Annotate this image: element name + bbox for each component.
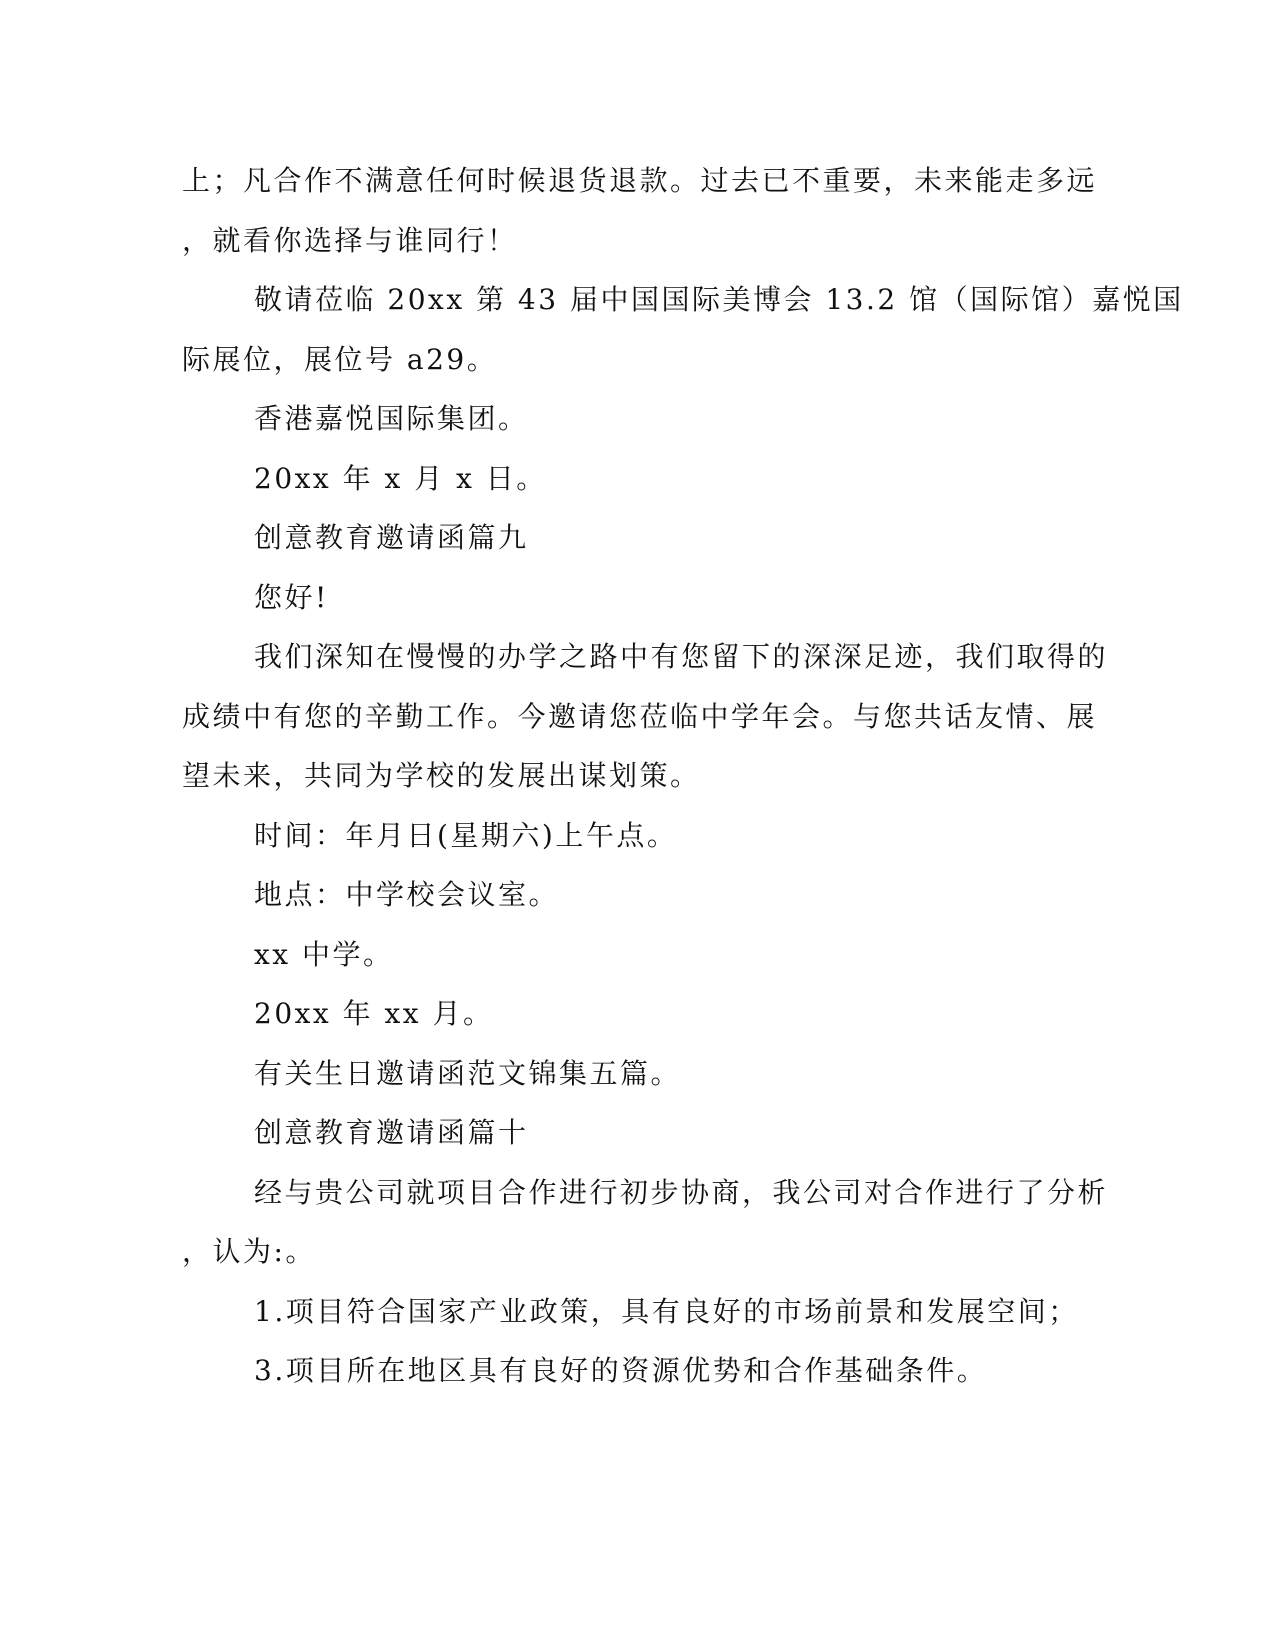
signature-date — [182, 449, 1062, 509]
text-line: 望未来，共同为学校的发展出谋划策。 — [182, 759, 701, 792]
document-body — [182, 151, 1184, 1401]
paragraph-refund-policy — [182, 151, 1098, 270]
text-line: 上；凡合作不满意任何时候退货退款。过去已不重要，未来能走多远 — [182, 164, 1098, 197]
text-line: 有关生日邀请函范文锦集五篇。 — [254, 1056, 682, 1090]
text-line: 香港嘉悦国际集团。 — [254, 402, 529, 435]
birthday-invitation-title — [182, 1044, 1062, 1104]
text-line: 经与贵公司就项目合作进行初步协商，我公司对合作进行了分析 — [254, 1175, 1109, 1209]
section-heading-ten — [182, 1103, 1062, 1163]
text-line: 创意教育邀请函篇九 — [254, 521, 529, 554]
signature-company — [182, 389, 1062, 449]
text-line: 1.项目符合国家产业政策，具有良好的市场前景和发展空间； — [254, 1294, 1079, 1328]
event-time — [182, 806, 1062, 866]
text-line: ，就看你选择与谁同行！ — [182, 223, 518, 257]
list-item-1 — [182, 1282, 1079, 1342]
text-line: 时间：年月日(星期六)上午点。 — [254, 818, 678, 852]
text-line: 际展位，展位号 a29。 — [182, 342, 498, 376]
text-line: 地点：中学校会议室。 — [254, 878, 560, 911]
text-line: ，认为:。 — [182, 1235, 316, 1268]
text-line: 成绩中有您的辛勤工作。今邀请您莅临中学年会。与您共话友情、展 — [182, 699, 1098, 733]
signature-school — [182, 925, 1062, 985]
text-line: xx 中学。 — [254, 937, 394, 971]
text-line: 3.项目所在地区具有良好的资源优势和合作基础条件。 — [254, 1354, 988, 1387]
text-line: 您好! — [254, 580, 329, 614]
list-item-3 — [182, 1341, 1062, 1401]
paragraph-expo-invitation — [182, 270, 1184, 389]
paragraph-cooperation-analysis — [182, 1163, 1109, 1282]
section-heading-nine — [182, 508, 1062, 568]
text-line: 敬请莅临 20xx 第 43 届中国国际美博会 13.2 馆（国际馆）嘉悦国 — [254, 283, 1184, 316]
text-line: 20xx 年 xx 月。 — [254, 997, 494, 1030]
event-location — [182, 865, 1062, 925]
greeting — [182, 568, 1062, 628]
signature-month — [182, 984, 1062, 1044]
text-line: 我们深知在慢慢的办学之路中有您留下的深深足迹，我们取得的 — [254, 640, 1109, 673]
paragraph-school-invitation — [182, 627, 1109, 806]
text-line: 20xx 年 x 月 x 日。 — [254, 461, 547, 495]
text-line: 创意教育邀请函篇十 — [254, 1116, 529, 1149]
